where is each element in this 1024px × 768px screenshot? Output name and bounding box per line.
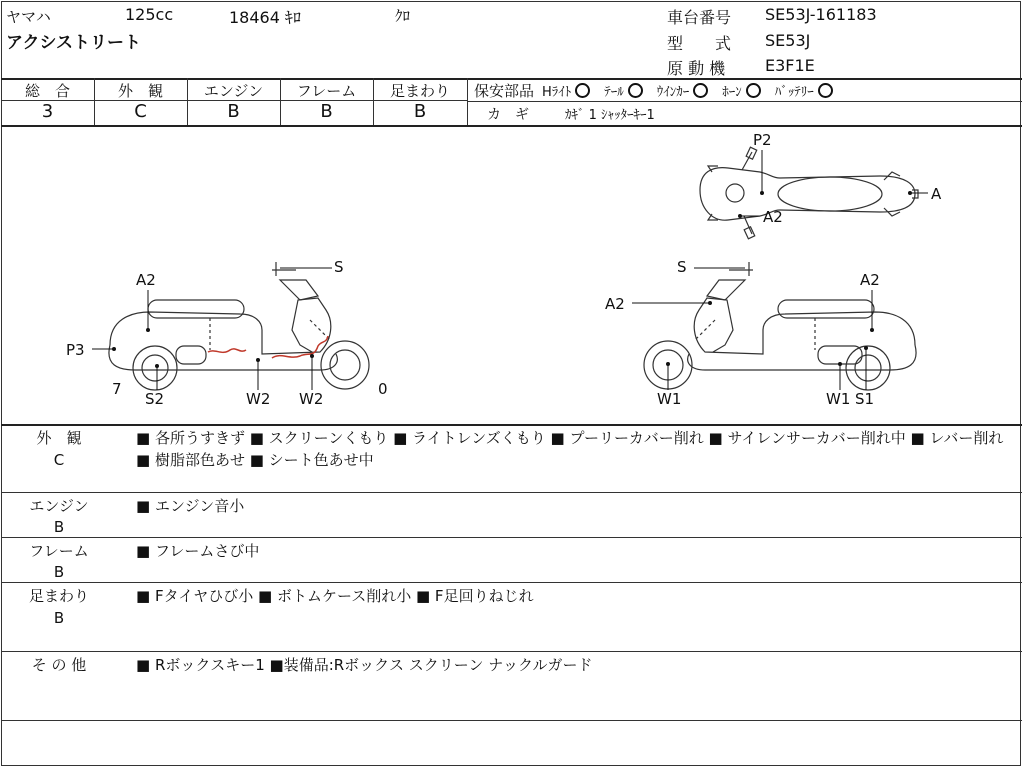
section-exterior-grade: C [53, 451, 65, 469]
section-frame-text: ■ フレームさび中 [136, 542, 260, 560]
engine-value: E3F1E [765, 56, 815, 75]
check-circle-icon [746, 83, 761, 98]
section-exterior-text: ■ 各所うすきず ■ スクリーンくもり ■ ライトレンズくもり ■ プーリーカバー削れ ■ サイレンサーカバー削れ中 ■ レバー削れ ■ 樹脂部色あせ ■ シート色あせ中 [136, 429, 1004, 469]
safety-parts-row [474, 80, 833, 101]
maker: ヤマハ [6, 8, 51, 26]
marker-dots [112, 191, 912, 368]
divider [1, 537, 1022, 538]
divider [1, 582, 1022, 583]
check-circle-icon [693, 83, 708, 98]
section-frame-grade: B [53, 563, 65, 581]
color: ｸﾛ [395, 7, 411, 25]
label-S2: S2 [145, 390, 165, 408]
grade-label-exterior: 外 観 [117, 82, 163, 100]
label-A2-right-b: A2 [860, 271, 880, 289]
mileage: 18464 ｷﾛ [229, 8, 301, 27]
engine-label: 原 動 機 [667, 59, 726, 78]
label-A2-top: A2 [763, 208, 783, 226]
key-value: ｶｷﾞ 1 ｼｬｯﾀｰｷｰ1 [565, 108, 655, 123]
section-engine-grade: B [53, 518, 65, 536]
leader-lines [92, 150, 928, 390]
label-A2-right-a: A2 [605, 295, 625, 313]
safety-label: 保安部品 [474, 82, 535, 100]
divider [1, 424, 1022, 426]
label-S-left: S [334, 258, 344, 276]
grade-label-suspension: 足まわり [389, 82, 450, 100]
safety-item-headlight: Hﾗｲﾄ [542, 85, 572, 100]
safety-item-horn: ﾎｰﾝ [722, 85, 742, 100]
grade-suspension: B [413, 101, 427, 122]
check-circle-icon [818, 83, 833, 98]
check-circle-icon [628, 83, 643, 98]
section-suspension-grade: B [53, 609, 65, 627]
label-W2-b: W2 [299, 390, 324, 408]
frame-no: SE53J-161183 [765, 5, 877, 24]
label-S-right: S [677, 258, 687, 276]
divider [1, 720, 1022, 721]
check-circle-icon [575, 83, 590, 98]
label-A2-left: A2 [136, 271, 156, 289]
safety-item-winker: ｳｲﾝｶｰ [656, 85, 690, 100]
section-frame-label: フレーム [29, 542, 89, 560]
section-suspension-text: ■ Fタイヤひび小 ■ ボトムケース削れ小 ■ F足回りねじれ [136, 587, 534, 605]
divider [467, 78, 468, 125]
divider [1, 492, 1022, 493]
divider [1, 651, 1022, 652]
model-name: アクシストリート [6, 33, 141, 53]
label-W1-a: W1 [657, 390, 682, 408]
section-engine-label: エンジン [29, 497, 89, 515]
label-P2: P2 [753, 131, 772, 149]
label-W2-a: W2 [246, 390, 271, 408]
grade-total: 3 [41, 101, 54, 122]
label-0: 0 [378, 380, 388, 398]
safety-item-tail: ﾃｰﾙ [604, 85, 624, 100]
section-suspension-label: 足まわり [28, 587, 89, 605]
section-engine-text: ■ エンジン音小 [136, 497, 245, 515]
section-exterior-label: 外 観 [36, 429, 82, 447]
label-S1: S1 [855, 390, 875, 408]
scooter-top-view [700, 147, 918, 239]
label-P3: P3 [66, 341, 85, 359]
divider [467, 101, 1022, 102]
grade-exterior: C [134, 101, 147, 122]
key-label: カ ギ [487, 107, 529, 123]
label-A: A [931, 185, 942, 203]
section-other-label: そ の 他 [31, 656, 87, 674]
type-value: SE53J [765, 31, 811, 50]
grade-label-frame: フレーム [296, 82, 357, 100]
grade-label-total: 総 合 [24, 82, 70, 100]
safety-item-battery: ﾊﾞｯﾃﾘｰ [774, 85, 814, 100]
grade-frame: B [320, 101, 333, 122]
type-label: 型 式 [667, 34, 732, 53]
frame-no-label: 車台番号 [667, 8, 732, 27]
displacement: 125cc [125, 5, 174, 24]
label-7: 7 [112, 380, 122, 398]
section-other-text: ■ Rボックスキー1 ■装備品:Rボックス スクリーン ナックルガード [136, 656, 593, 674]
label-W1-b: W1 [826, 390, 851, 408]
grade-engine: B [227, 101, 240, 122]
grade-label-engine: エンジン [203, 82, 264, 100]
